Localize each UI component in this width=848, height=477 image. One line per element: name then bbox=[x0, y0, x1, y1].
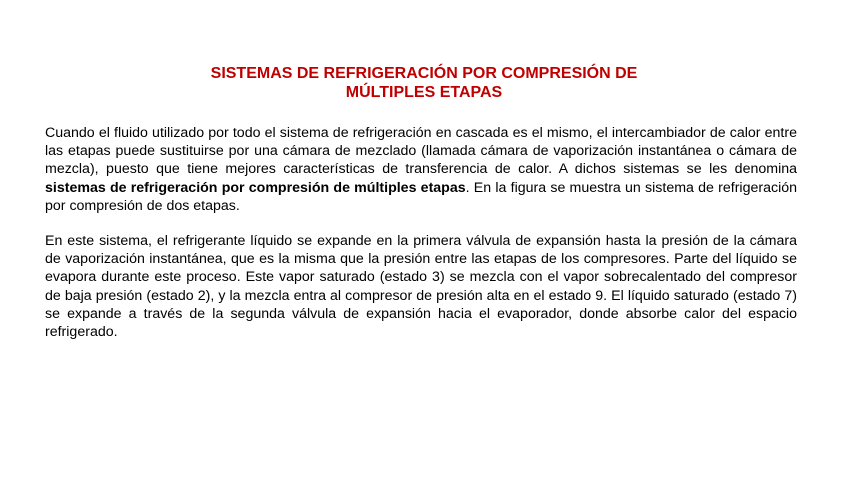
title-line-1: SISTEMAS DE REFRIGERACIÓN POR COMPRESIÓN DE bbox=[210, 65, 638, 82]
paragraph-2: En este sistema, el refrigerante líquido se expande en la primera válvula de expansión hasta la presión de la cámara de vaporización instantánea, que es la misma que la presión entre las etapas de los compresores. Parte del líquido se evapora durante este proceso. Este vapor saturado (estado 3) se mezcla con el vapor sobrecalentado del compresor de baja presión (estado 2), y la mezcla entra al compresor de presión alta en el estado 9. El líquido saturado (estado 7) se expande a través de la segunda válvula de expansión hacia el evaporador, donde absorbe calor del espacio refrigerado. bbox=[45, 233, 797, 341]
paragraph-1-bold-term: sistemas de refrigeración por compresión de múltiples etapas bbox=[45, 179, 466, 196]
paragraph-1-ending: . En la figura se muestra un sistema de refrigeración por compresión de dos etapas. bbox=[45, 179, 797, 214]
slide-body bbox=[45, 124, 797, 341]
slide-title bbox=[60, 64, 788, 102]
paragraph-1-intro: Cuando el fluido utilizado por todo el sistema de refrigeración en cascada es el mismo, el intercambiador de calor entre las etapas puede sustituirse por una cámara de mezclado (llamada cámara de vaporización instantánea o cámara de mezcla), puesto que tiene mejores características de transferencia de calor. A dichos sistemas se les denomina bbox=[45, 125, 797, 178]
title-line-2: MÚLTIPLES ETAPAS bbox=[345, 84, 503, 101]
paragraph-1 bbox=[45, 124, 797, 215]
